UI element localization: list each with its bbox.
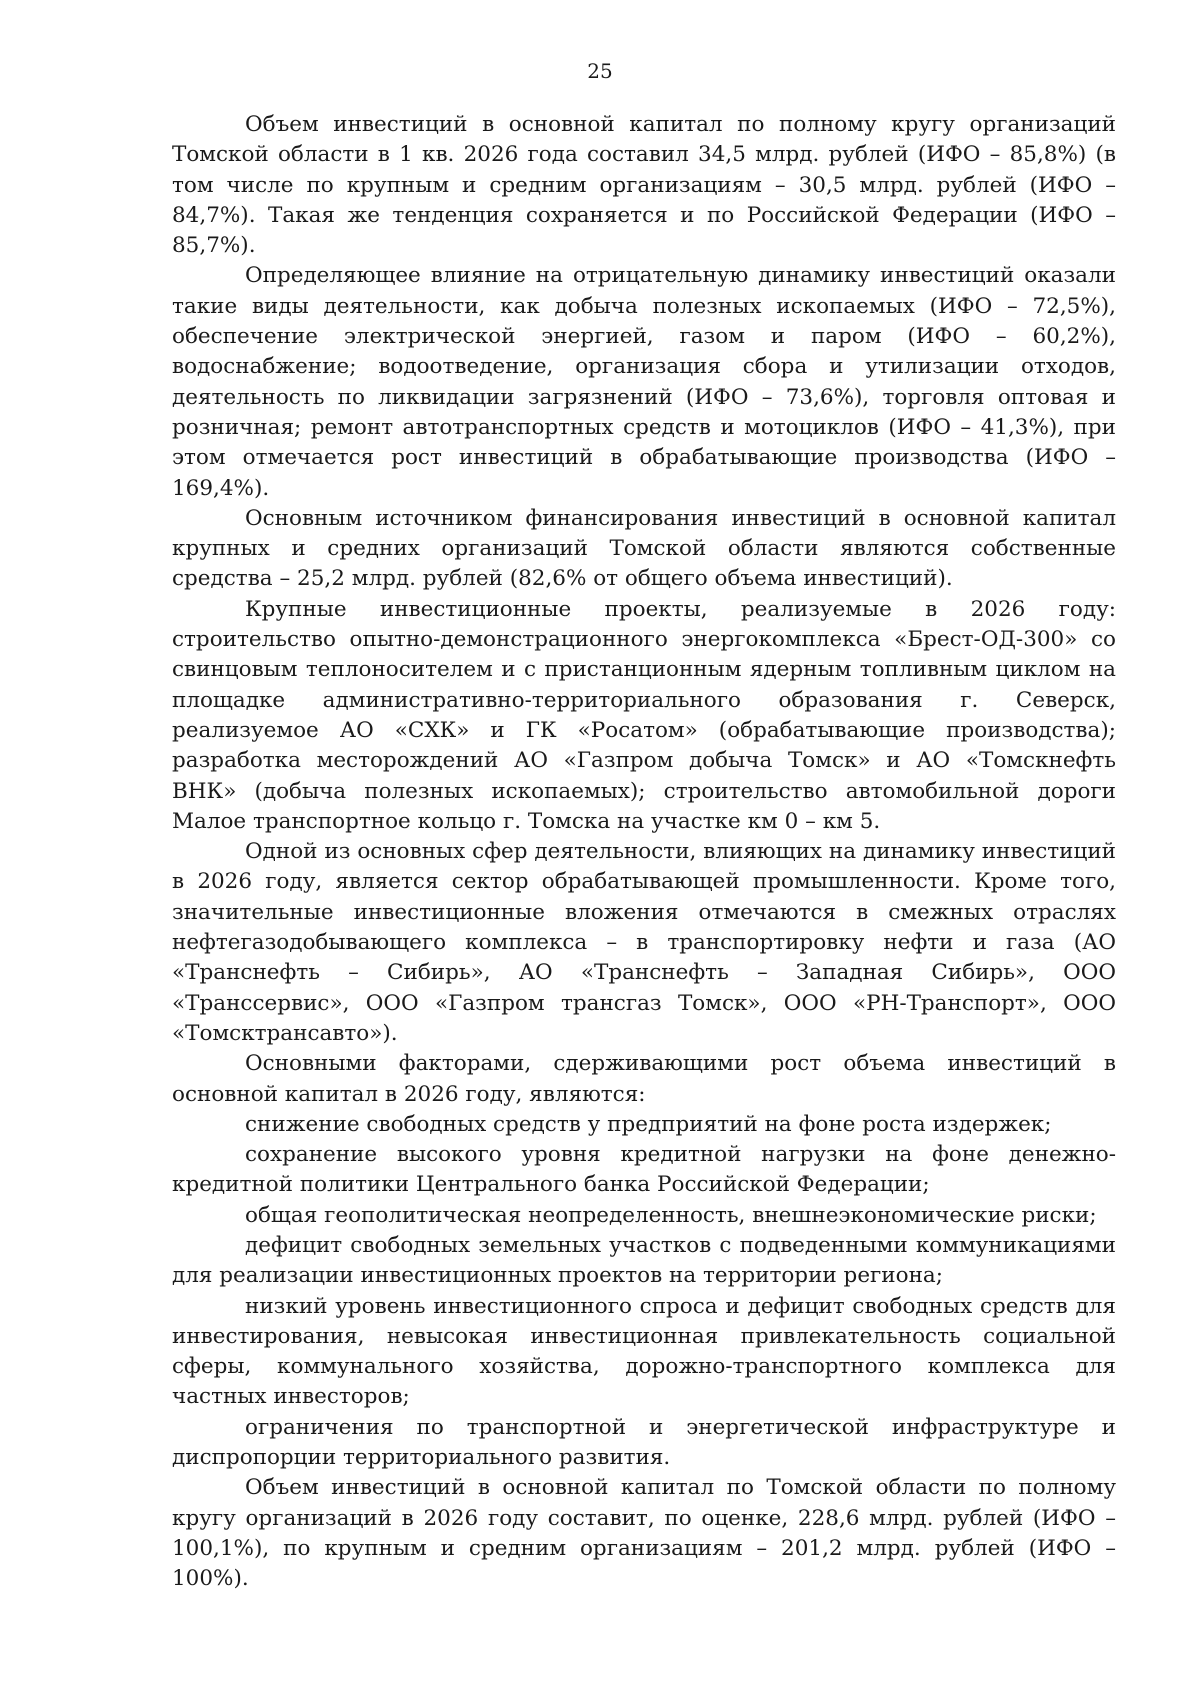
paragraph-investment-volume-q1: Объем инвестиций в основной капитал по полному кругу организаций Томской области в 1 кв. 2026 года составил 34,5 млрд. рублей (ИФО – 85,8%) (в том числе по крупным и средним организациям – 30,5 млрд. рублей (ИФО – 84,7%). Такая же тенденция сохраняется и по Российской Федерации (ИФО – 85,7%). [172,112,1116,259]
list-item-factor: ограничения по транспортной и энергетической инфраструктуре и диспропорции территориального развития. [172,1414,1116,1471]
list-item-factor: сохранение высокого уровня кредитной нагрузки на фоне денежно-кредитной политики Центрального банка Российской Федерации; [172,1142,1116,1198]
document-body [172,110,1116,1595]
paragraph-annual-estimate: Объем инвестиций в основной капитал по Томской области по полному кругу организаций в 2026 году составит, по оценке, 228,6 млрд. рублей (ИФО – 100,1%), по крупным и средним организациям – 201,2 млрд. рублей (ИФО – 100%). [172,1475,1116,1592]
paragraph-negative-dynamics: Определяющее влияние на отрицательную динамику инвестиций оказали такие виды деятельности, как добыча полезных ископаемых (ИФО – 72,5%), обеспечение электрической энергией, газом и паром (ИФО – 60,2%), водоснабжение; водоотведение, организация сбора и утилизации отходов, деятельность по ликвидации загрязнений (ИФО – 73,6%), торговля оптовая и розничная; ремонт автотранспортных средств и мотоциклов (ИФО – 41,3%), при этом отмечается рост инвестиций в обрабатывающие производства (ИФО – 169,4%). [172,263,1116,501]
list-item-factor: низкий уровень инвестиционного спроса и дефицит свободных средств для инвестирования, невысокая инвестиционная привлекательность социальной сферы, коммунального хозяйства, дорожно-транспортного комплекса для частных инвесторов; [172,1293,1116,1410]
paragraph-constraining-factors-intro: Основными факторами, сдерживающими рост объема инвестиций в основной капитал в 2026 году, являются: [172,1051,1116,1107]
list-item-factor: снижение свободных средств у предприятий на фоне роста издержек; [245,1111,1052,1137]
list-item-factor: дефицит свободных земельных участков с подведенными коммуникациями для реализации инвестиционных проектов на территории региона; [172,1232,1116,1289]
page-number: 25 [587,59,613,83]
paragraph-financing-sources: Основным источником финансирования инвестиций в основной капитал крупных и средних организаций Томской области являются собственные средства – 25,2 млрд. рублей (82,6% от общего объема инвестиций). [172,505,1116,592]
paragraph-major-projects: Крупные инвестиционные проекты, реализуемые в 2026 году: строительство опытно-демонстрационного энергокомплекса «Брест-ОД-300» со свинцовым теплоносителем и с пристанционным ядерным топливным циклом на площадке административно-территориального образования г. Северск, реализуемое АО «СХК» и ГК «Росатом» (обрабатывающие производства); разработка месторождений АО «Газпром добыча Томск» и АО «Томскнефть ВНК» (добыча полезных ископаемых); строительство автомобильной дороги Малое транспортное кольцо г. Томска на участке км 0 – км 5. [172,596,1116,834]
list-item-factor: общая геополитическая неопределенность, внешнеэкономические риски; [245,1202,1097,1228]
paragraph-key-sectors: Одной из основных сфер деятельности, влияющих на динамику инвестиций в 2026 году, является сектор обрабатывающей промышленности. Кроме того, значительные инвестиционные вложения отмечаются в смежных отраслях нефтегазодобывающего комплекса – в транспортировку нефти и газа (АО «Транснефть – Сибирь», АО «Транснефть – Западная Сибирь», ООО «Транссервис», ООО «Газпром трансгаз Томск», ООО «РН-Транспорт», ООО «Томсктрансавто»). [172,839,1116,1046]
